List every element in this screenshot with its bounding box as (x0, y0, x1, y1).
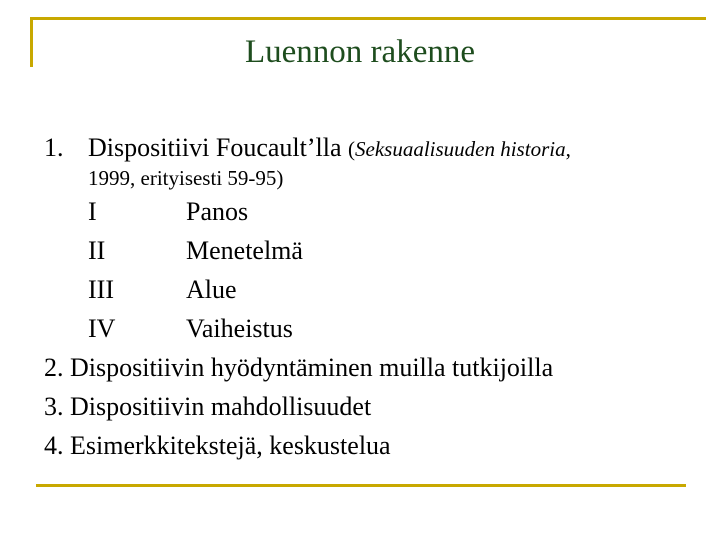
sub-item-label: Alue (186, 275, 237, 304)
reference-comma: , (565, 137, 571, 161)
bottom-rule (36, 484, 686, 487)
list-item-1 (44, 132, 571, 165)
frame-top-rule (30, 17, 706, 20)
sub-item (88, 274, 237, 306)
reference-book-title: Seksuaalisuuden historia (355, 137, 566, 161)
sub-item-label: Panos (186, 197, 249, 226)
list-item-1-number: 1. (44, 133, 64, 162)
sub-item-label: Menetelmä (186, 236, 303, 265)
slide-title: Luennon rakenne (245, 34, 475, 70)
list-item-1-label: Dispositiivi Foucault’lla (88, 133, 342, 162)
sub-item-label: Vaiheistus (186, 314, 293, 343)
list-item-3: 3. Dispositiivin mahdollisuudet (44, 392, 372, 421)
sub-item-numeral: I (88, 197, 97, 226)
sub-item (88, 313, 293, 345)
list-item-1-reference (348, 137, 571, 161)
sub-item-numeral: IV (88, 314, 116, 343)
sub-item-numeral: II (88, 236, 106, 265)
sub-item-numeral: III (88, 275, 114, 304)
list-item-4: 4. Esimerkkitekstejä, keskustelua (44, 431, 391, 460)
sub-item (88, 196, 248, 228)
reference-open-paren: ( (348, 137, 355, 161)
sub-item (88, 235, 303, 267)
list-item-2: 2. Dispositiivin hyödyntäminen muilla tutkijoilla (44, 353, 554, 382)
list-item-1-reference-continued: 1999, erityisesti 59-95) (88, 166, 284, 190)
